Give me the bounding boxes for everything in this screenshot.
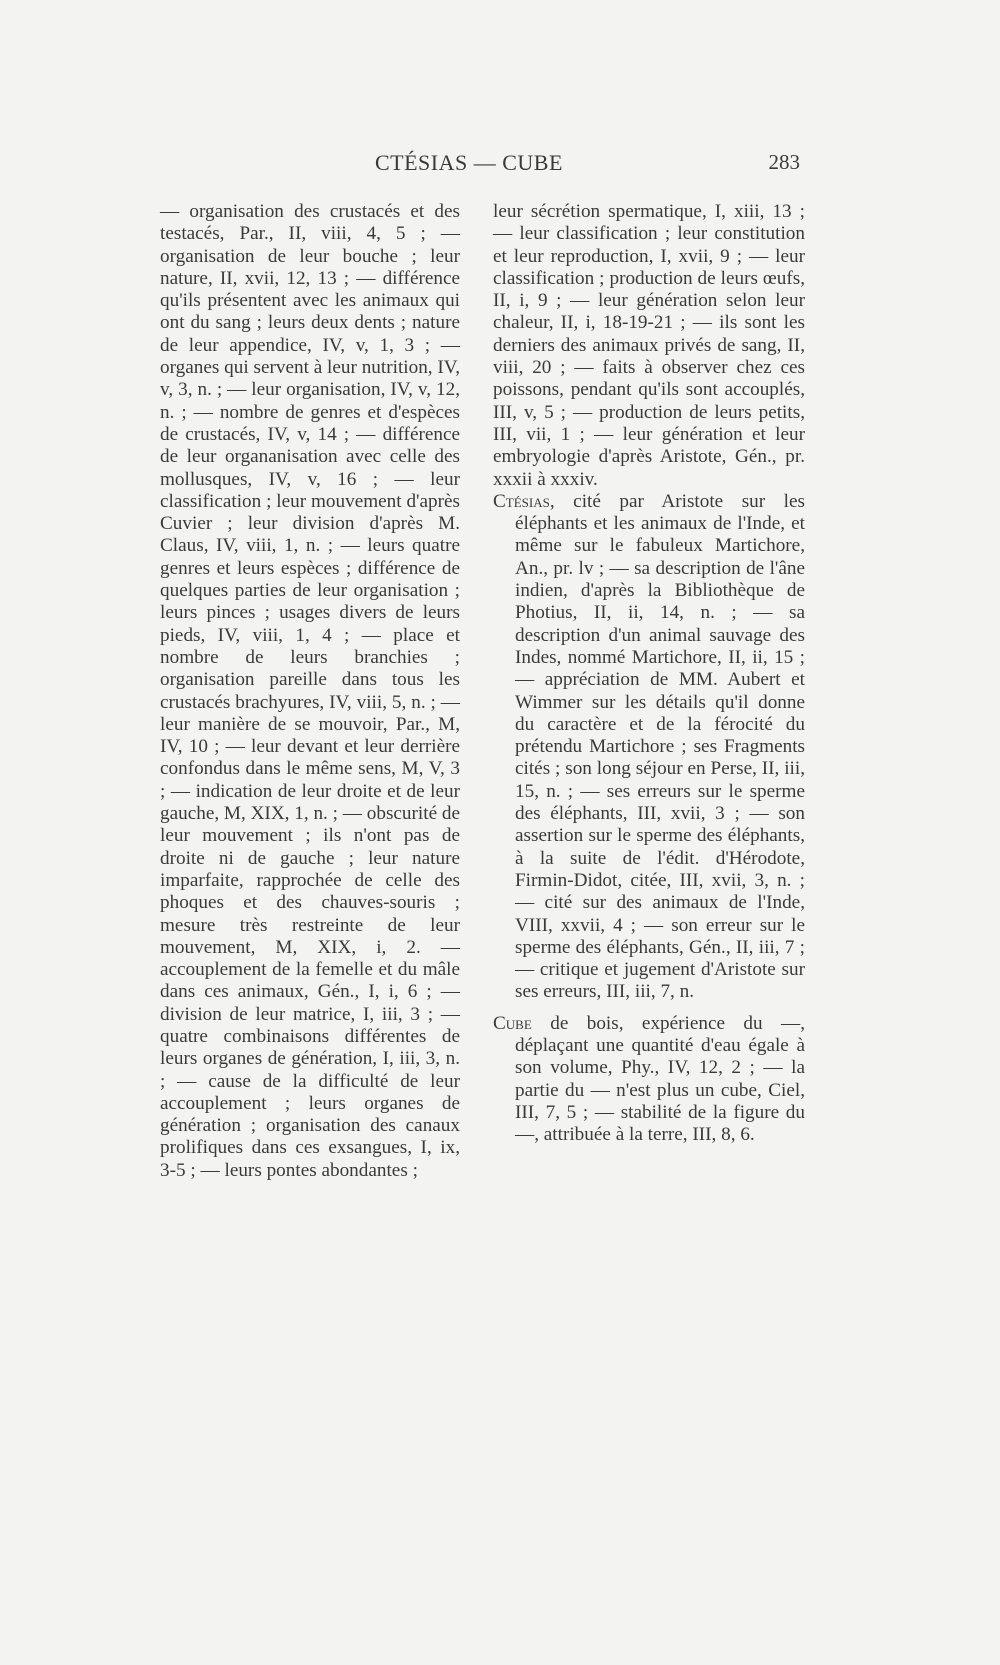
index-entry-ctesias <box>493 491 805 1004</box>
entry-body: , cité par Aristote sur les éléphants et les animaux de l'Inde, et même sur le fabuleux Martichore, An., pr. lv ; — sa description de l'âne indien, d'après la Bibliothèque de Photius, II, ii, 14, n. ; — sa description d'un animal sauvage des Indes, nommé Martichore, II, ii, 15 ; — appréciation de MM. Aubert et Wimmer sur les détails qu'il donne du caractère et de la férocité du prétendu Martichore ; ses Fragments cités ; son long séjour en Perse, II, iii, 15, n. ; — ses erreurs sur le sperme des éléphants, III, xvii, 3 ; — son assertion sur le sperme des éléphants, à la suite de l'édit. d'Hérodote, Firmin-Didot, citée, III, xvii, 3, n. ; — cité sur des animaux de l'Inde, VIII, xxvii, 4 ; — son erreur sur le sperme des éléphants, Gén., II, iii, 7 ; — critique et jugement d'Aristote sur ses erreurs, III, iii, 7, n. <box>515 490 805 1003</box>
entry-headword: Cube <box>493 1012 532 1034</box>
right-column <box>493 201 805 1146</box>
entry-body: de bois, expérience du —, déplaçant une quantité d'eau égale à son volume, Phy., IV, 12, 2 ; — la partie du — n'est plus un cube, Ciel, III, 7, 5 ; — stabilité de la figure du —, attribuée à la terre, III, 8, 6. <box>515 1012 805 1146</box>
entry-headword: Ctésias <box>493 490 550 512</box>
index-entry-cube <box>493 1013 805 1147</box>
index-entry-continuation: — organisation des crustacés et des testacés, Par., II, viii, 4, 5 ; — organisation de leur bouche ; leur nature, II, xvii, 12, 13 ; — différence qu'ils présentent avec les animaux qui ont du sang ; leurs deux dents ; nature de leur appendice, IV, v, 1, 3 ; — organes qui servent à leur nutrition, IV, v, 3, n. ; — leur organisation, IV, v, 12, n. ; — nombre de genres et d'espèces de crustacés, IV, v, 14 ; — différence de leur organanisation avec celle des mollusques, IV, v, 16 ; — leur classification ; leur mouvement d'après Cuvier ; leur division d'après M. Claus, IV, viii, 1, n. ; — leurs quatre genres et leurs espèces ; différence de quelques parties de leur organisation ; leurs pinces ; usages divers de leurs pieds, IV, viii, 1, 4 ; — place et nombre de leurs branchies ; organisation pareille dans tous les crustacés brachyures, IV, viii, 5, n. ; — leur manière de se mouvoir, Par., M, IV, 10 ; — leur devant et leur derrière confondus dans le même sens, M, V, 3 ; — indication de leur droite et de leur gauche, M, XIX, 1, n. ; — obscurité de leur mouvement ; ils n'ont pas de droite ni de gauche ; leur nature imparfaite, rapprochée de celle des phoques et des chauves-souris ; mesure très restreinte de leur mouvement, M, XIX, i, 2. — accouplement de la femelle et du mâle dans ces animaux, Gén., I, i, 6 ; — division de leur matrice, I, iii, 3 ; — quatre combinaisons différentes de leurs organes de génération, I, iii, 3, n. ; — cause de la difficulté de leur accouplement ; leurs organes de génération ; organisation des canaux prolifiques dans ces exsangues, I, ix, 3-5 ; — leurs pontes abondantes ; <box>160 201 461 1181</box>
index-entry-continuation: leur sécrétion spermatique, I, xiii, 13 ; — leur classification ; leur constitution et leur reproduction, I, xvii, 9 ; — leur classification ; production de leurs œufs, II, i, 9 ; — leur génération selon leur chaleur, II, i, 18-19-21 ; — ils sont les derniers des animaux privés de sang, II, viii, 20 ; — faits à observer chez ces poissons, pendant qu'ils sont accouplés, III, v, 5 ; — production de leurs petits, III, vii, 1 ; — leur génération et leur embryologie d'après Aristote, Gén., pr. xxxii à xxxiv. <box>493 201 805 490</box>
page-header <box>150 150 800 184</box>
page-number: 283 <box>768 150 800 174</box>
left-column <box>160 201 460 1182</box>
running-head: CTÉSIAS — CUBE <box>375 150 563 175</box>
